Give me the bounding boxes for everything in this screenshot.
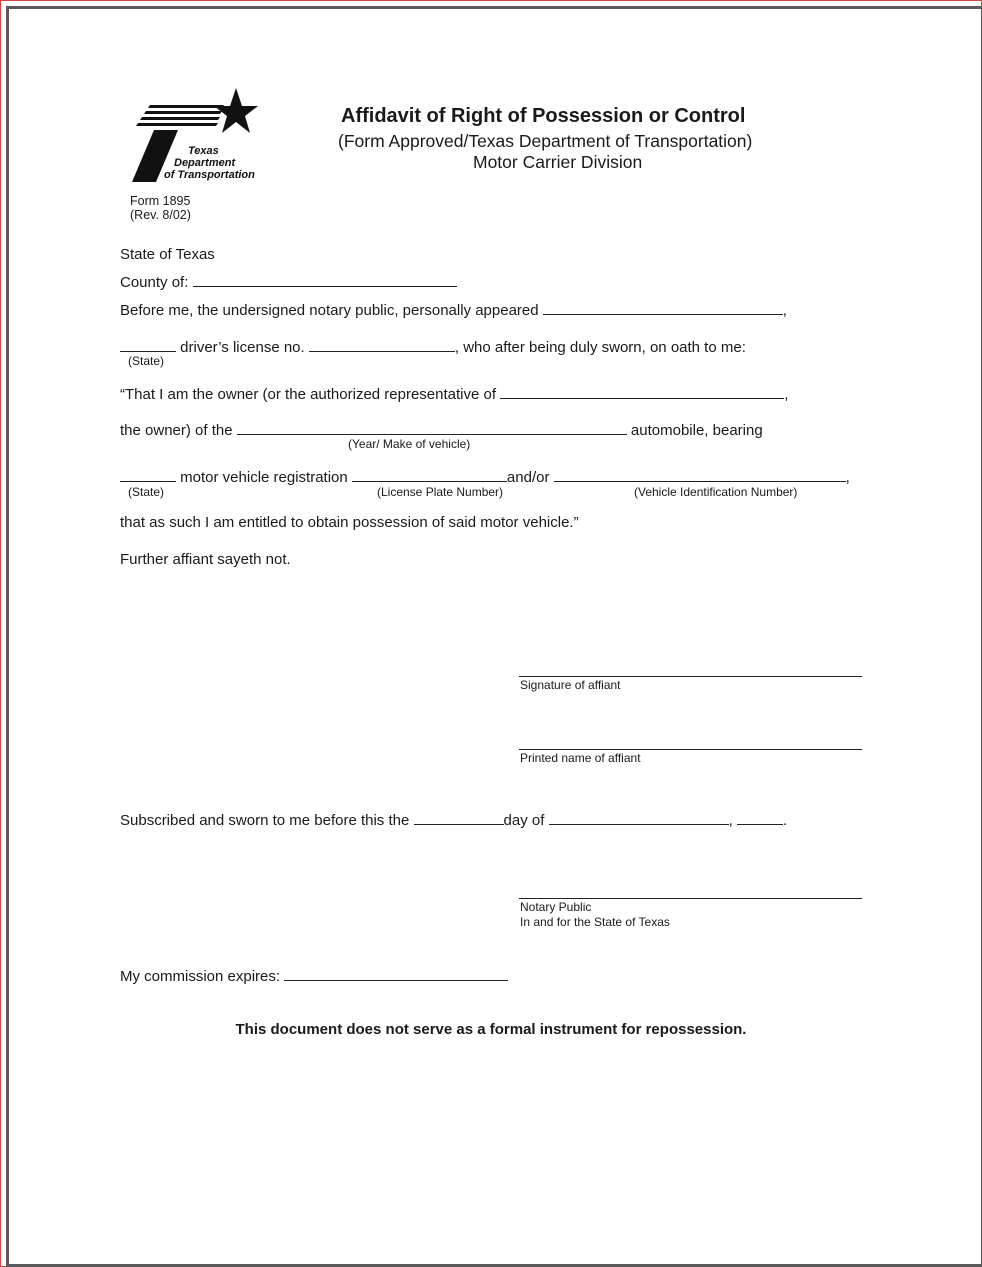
vin-caption: (Vehicle Identification Number) <box>634 485 798 499</box>
notary-label: Notary Public <box>520 900 592 914</box>
county-label: County of: <box>120 274 189 291</box>
registration-row: motor vehicle registration and/or , <box>120 467 850 486</box>
who-after-text: , who after being duly sworn, on oath to me: <box>454 339 746 356</box>
before-me-text: Before me, the undersigned notary public, personally appeared <box>120 302 539 319</box>
signature-line[interactable] <box>519 676 862 677</box>
page-title: Affidavit of Right of Possession or Control <box>341 105 746 127</box>
year-field[interactable] <box>737 810 783 825</box>
registration-text: motor vehicle registration <box>180 469 348 486</box>
owner-of-the-text: the owner) of the <box>120 422 233 439</box>
drivers-license-text: driver’s license no. <box>180 339 305 356</box>
notary-sub-label: In and for the State of Texas <box>520 915 670 929</box>
representative-field[interactable] <box>500 384 784 399</box>
year-make-caption: (Year/ Make of vehicle) <box>348 437 471 451</box>
county-field[interactable] <box>193 272 457 287</box>
printed-name-label: Printed name of affiant <box>520 751 641 765</box>
logo-text-transportation: of Transportation <box>164 169 255 181</box>
commission-field[interactable] <box>284 966 508 981</box>
notary-line[interactable] <box>519 898 862 899</box>
county-row <box>120 272 457 291</box>
printed-name-line[interactable] <box>519 749 862 750</box>
day-field[interactable] <box>414 810 504 825</box>
license-number-field[interactable] <box>309 337 455 352</box>
registration-state-field[interactable] <box>120 467 176 482</box>
state-caption-2: (State) <box>128 485 165 499</box>
logo-text-department: Department <box>174 157 236 169</box>
subscribed-text: Subscribed and sworn to me before this the <box>120 812 410 829</box>
entitled-text: that as such I am entitled to obtain possession of said motor vehicle.” <box>120 514 579 531</box>
owner-text: “That I am the owner (or the authorized representative of <box>120 386 497 403</box>
logo-text-texas: Texas <box>188 145 219 157</box>
plate-caption: (License Plate Number) <box>377 485 504 499</box>
and-or-text: and/or <box>506 469 550 486</box>
appeared-row: Before me, the undersigned notary public, personally appeared , <box>120 302 787 319</box>
txdot-logo <box>132 88 262 183</box>
commission-text: My commission expires: <box>120 968 281 985</box>
form-revision: (Rev. 8/02) <box>130 208 191 222</box>
subscribed-row: Subscribed and sworn to me before this the day of , . <box>120 812 788 829</box>
automobile-bearing-text: automobile, bearing <box>630 422 763 439</box>
division-name: Motor Carrier Division <box>473 152 643 172</box>
page-subtitle: (Form Approved/Texas Department of Transportation) <box>338 131 753 151</box>
form-number: Form 1895 <box>130 194 191 208</box>
owner-row: “That I am the owner (or the authorized representative of , <box>120 386 789 403</box>
state-label: State of Texas <box>120 246 215 263</box>
day-of-text: day of <box>503 812 545 829</box>
plate-number-field[interactable] <box>352 467 507 482</box>
further-text: Further affiant sayeth not. <box>120 551 291 568</box>
signature-label: Signature of affiant <box>520 678 621 692</box>
license-row <box>120 337 746 356</box>
appeared-name-field[interactable] <box>543 300 783 315</box>
commission-row <box>120 966 508 985</box>
month-field[interactable] <box>549 810 729 825</box>
state-caption-1: (State) <box>128 354 165 368</box>
year-make-field[interactable] <box>237 420 627 435</box>
license-state-field[interactable] <box>120 337 176 352</box>
vin-field[interactable] <box>554 467 846 482</box>
disclaimer: This document does not serve as a formal instrument for repossession. <box>235 1021 747 1038</box>
